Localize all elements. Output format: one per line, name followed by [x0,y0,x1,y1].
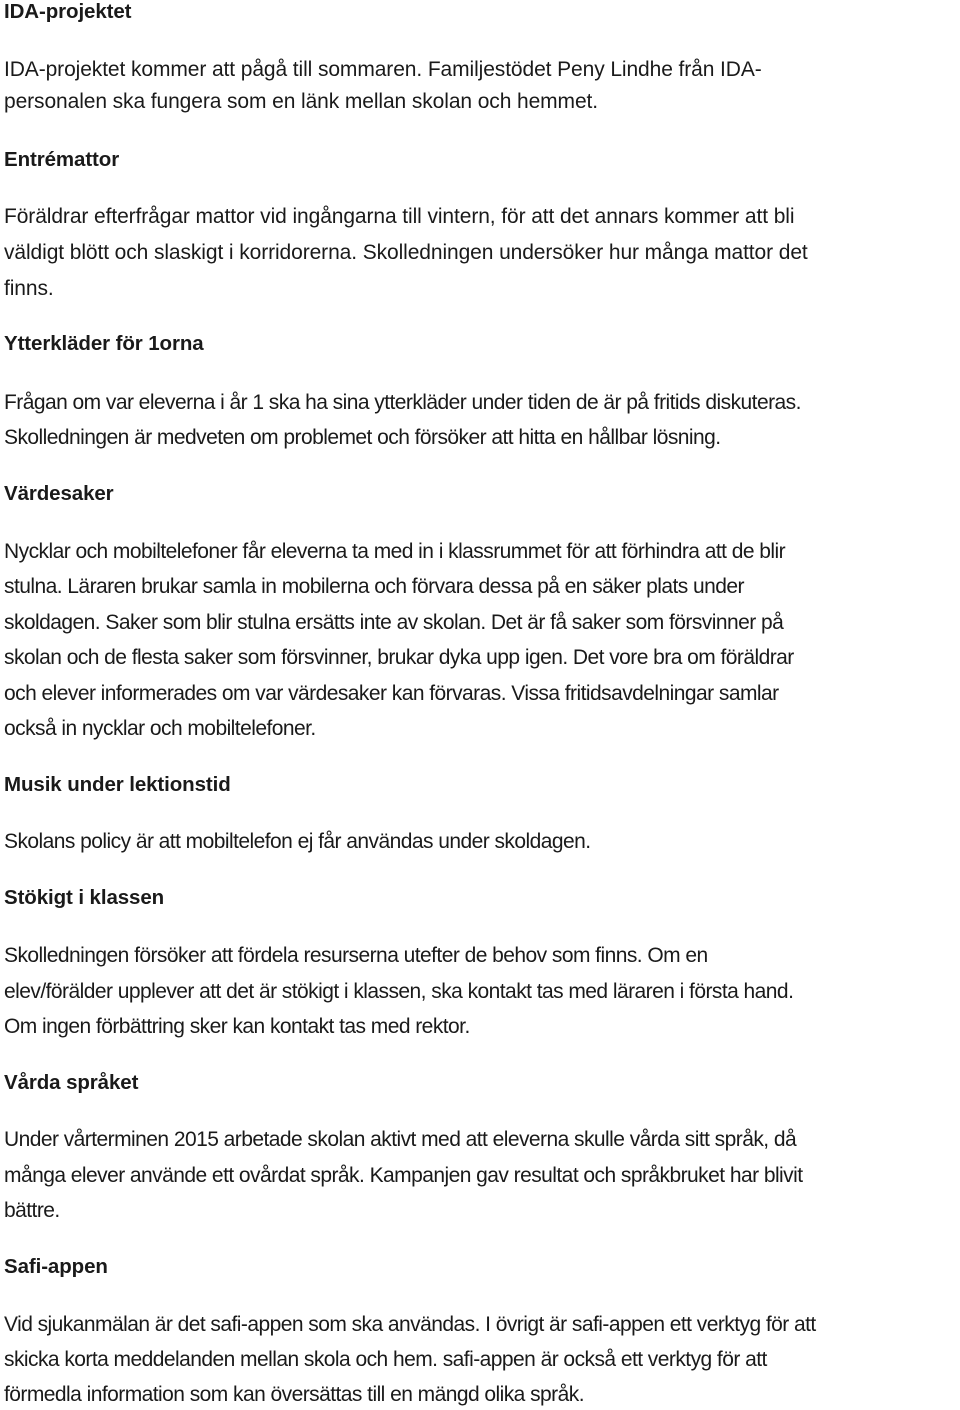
paragraph-line: Frågan om var eleverna i år 1 ska ha sina ytterkläder under tiden de är på fritids diskuteras. [4,391,801,414]
paragraph-line: personalen ska fungera som en länk mellan skolan och hemmet. [4,90,598,113]
paragraph-line: skicka korta meddelanden mellan skola och hem. safi-appen är också ett verktyg för att [4,1348,767,1371]
paragraph-line: bättre. [4,1199,60,1222]
paragraph-line: Vid sjukanmälan är det safi-appen som ska användas. I övrigt är safi-appen ett verktyg för att [4,1313,816,1336]
paragraph-line: Föräldrar efterfrågar mattor vid ingångarna till vintern, för att det annars kommer att bli [4,205,795,228]
paragraph-line: Nycklar och mobiltelefoner får eleverna ta med in i klassrummet för att förhindra att de blir [4,540,786,563]
section-heading: Vårda språket [4,1071,139,1094]
paragraph-line: många elever använde ett ovårdat språk. Kampanjen gav resultat och språkbruket har blivit [4,1164,803,1187]
section-heading: Safi-appen [4,1255,108,1278]
paragraph-line: IDA-projektet kommer att pågå till sommaren. Familjestödet Peny Lindhe från IDA- [4,58,762,81]
paragraph-line: elev/förälder upplever att det är stökigt i klassen, ska kontakt tas med läraren i första hand. [4,980,794,1003]
paragraph-line: Skolledningen försöker att fördela resurserna utefter de behov som finns. Om en [4,944,708,967]
paragraph-line: Skolans policy är att mobiltelefon ej får användas under skoldagen. [4,830,591,853]
paragraph-line: Om ingen förbättring sker kan kontakt tas med rektor. [4,1015,470,1038]
paragraph-line: finns. [4,277,54,300]
paragraph-line: skolan och de flesta saker som försvinner, brukar dyka upp igen. Det vore bra om föräldrar [4,646,794,669]
paragraph-line: väldigt blött och slaskigt i korridorerna. Skolledningen undersöker hur många mattor det [4,241,808,264]
paragraph-line: skoldagen. Saker som blir stulna ersätts inte av skolan. Det är få saker som försvinner på [4,611,784,634]
paragraph-line: och elever informerades om var värdesaker kan förvaras. Vissa fritidsavdelningar samlar [4,682,779,705]
section-heading: Stökigt i klassen [4,886,165,909]
section-heading: Entrémattor [4,148,120,171]
paragraph-line: också in nycklar och mobiltelefoner. [4,717,316,740]
paragraph-line: förmedla information som kan översättas till en mängd olika språk. [4,1383,584,1406]
section-heading: Värdesaker [4,482,114,505]
section-heading: Ytterkläder för 1orna [4,332,204,355]
paragraph-line: Skolledningen är medveten om problemet och försöker att hitta en hållbar lösning. [4,426,721,449]
paragraph-line: stulna. Läraren brukar samla in mobilerna och förvara dessa på en säker plats under [4,575,744,598]
paragraph-line: Under vårterminen 2015 arbetade skolan aktivt med att eleverna skulle vårda sitt språk, då [4,1128,797,1151]
section-heading: Musik under lektionstid [4,773,231,796]
section-heading: IDA-projektet [4,0,132,23]
